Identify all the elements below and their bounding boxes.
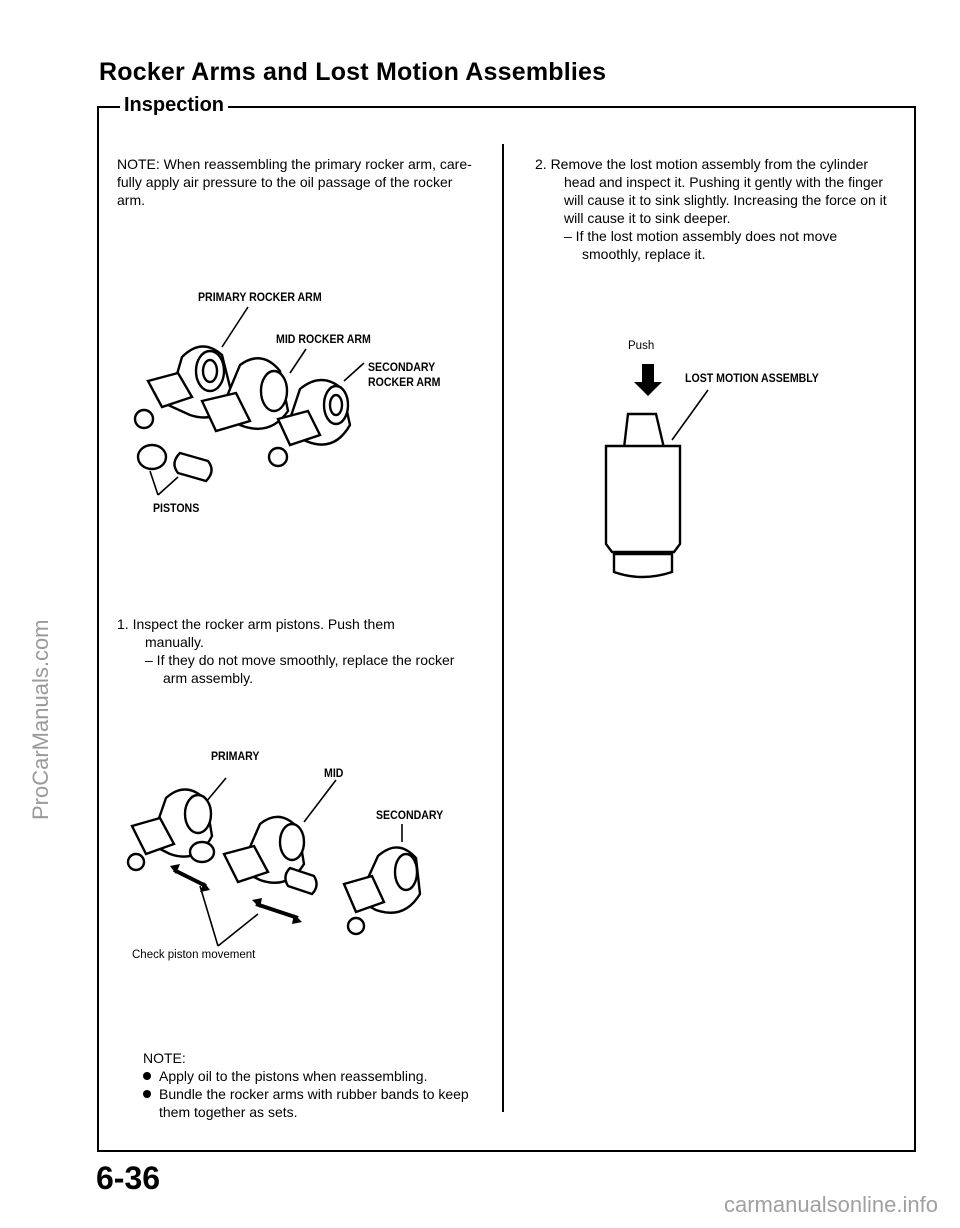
lost-motion-assembly-figure (596, 362, 716, 584)
note-top: NOTE: When reassembling the primary rocker arm, care-fully apply air pressure to the oil passage of the rocker arm. (117, 156, 472, 208)
step-2: 2. Remove the lost motion assembly from the cylinder (535, 156, 869, 172)
label-secondary-rocker-arm-line2: ROCKER ARM (368, 377, 441, 389)
label-pistons: PISTONS (153, 503, 200, 515)
note-bottom-item (143, 1085, 481, 1121)
bullet-icon (143, 1090, 151, 1098)
step-2-sub: – If the lost motion assembly does not move smoothly, replace it. (564, 228, 838, 262)
label-lost-motion-assembly: LOST MOTION ASSEMBLY (685, 373, 819, 385)
page-title: Rocker Arms and Lost Motion Assemblies (99, 58, 607, 86)
label-secondary: SECONDARY (376, 810, 444, 822)
step-1-continued: manually. (145, 634, 204, 650)
bullet-icon (143, 1072, 151, 1080)
label-secondary-rocker-arm-line1: SECONDARY (368, 362, 436, 374)
side-watermark: ProCarManuals.com (28, 619, 53, 820)
step-1-sub: – If they do not move smoothly, replace the rocker arm assembly. (145, 652, 455, 686)
note-bottom-title: NOTE: (143, 1050, 186, 1066)
section-title: Inspection (120, 94, 228, 117)
page-number: 6-36 (96, 1160, 161, 1196)
label-check-piston-movement: Check piston movement (132, 949, 256, 961)
label-mid: MID (324, 768, 344, 780)
step-1: 1. Inspect the rocker arm pistons. Push them (117, 616, 395, 632)
label-push: Push (628, 340, 655, 352)
label-primary-rocker-arm: PRIMARY ROCKER ARM (198, 292, 322, 304)
footer-watermark: carmanualsonline.info (723, 1192, 938, 1217)
column-divider (502, 144, 504, 1112)
label-mid-rocker-arm: MID ROCKER ARM (276, 334, 371, 346)
rocker-arm-separated-figure (120, 760, 470, 950)
rocker-arm-assembly-figure (110, 285, 480, 525)
note-bottom-item-text: Apply oil to the pistons when reassembling. (159, 1068, 428, 1084)
step-2-continued: head and inspect it. Pushing it gently with the finger will cause it to sink slightly. Increasing the force on it will cause it to sink deeper. (564, 174, 887, 226)
note-bottom-item (143, 1067, 481, 1085)
note-bottom-item-text: Bundle the rocker arms with rubber bands to keep them together as sets. (159, 1086, 469, 1120)
label-primary: PRIMARY (211, 751, 260, 763)
